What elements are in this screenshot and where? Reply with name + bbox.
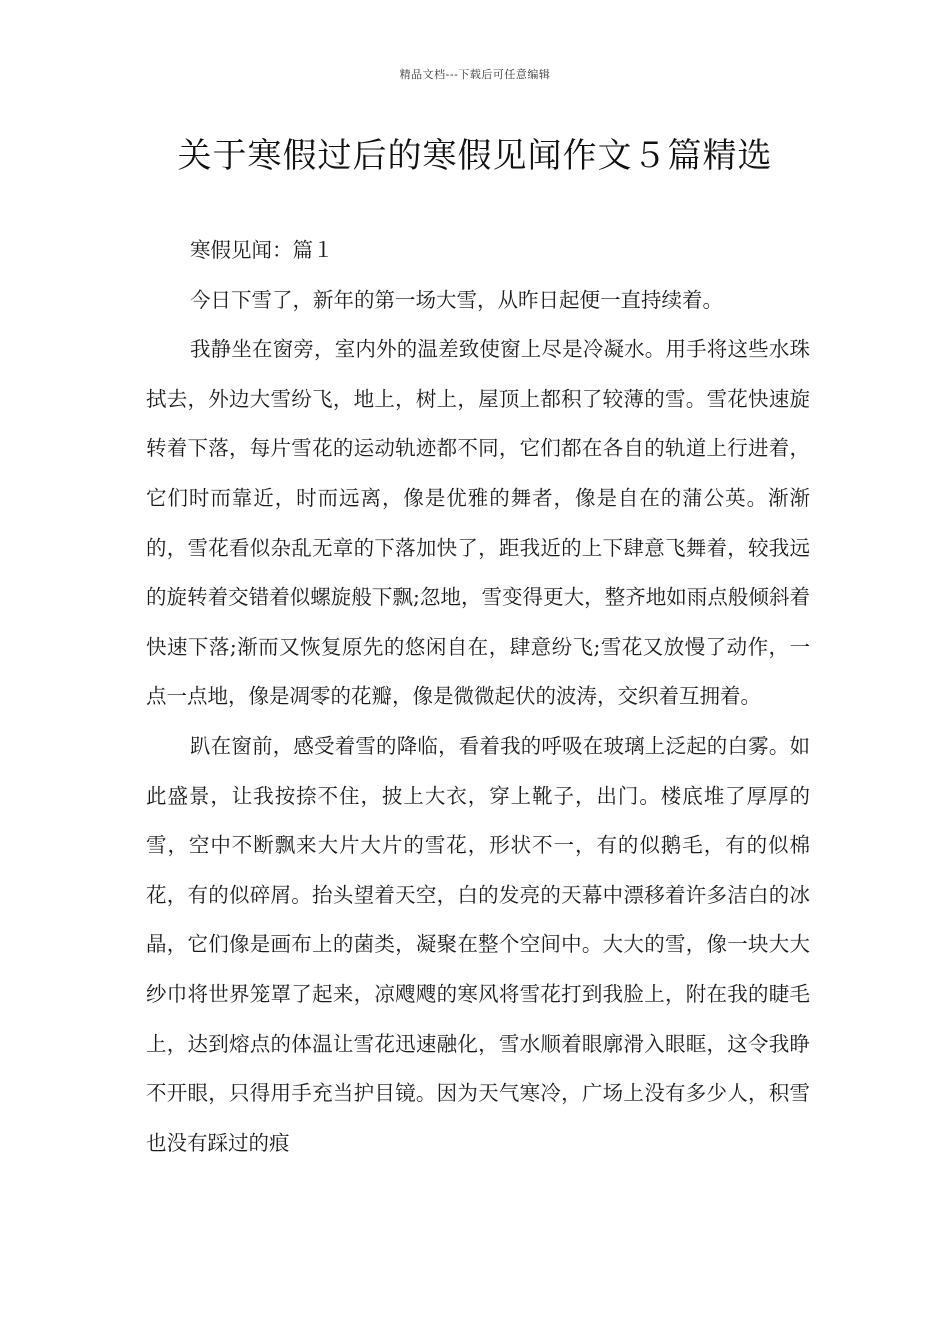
section-heading: 寒假见闻：篇１	[190, 238, 334, 262]
header-note: 精品文档---下载后可任意编辑	[399, 68, 551, 81]
body-paragraph: 趴在窗前，感受着雪的降临，看着我的呼吸在玻璃上泛起的白雾。如此盛景，让我按捺不住，披上大衣，穿上靴子，出门。楼底堆了厚厚的雪，空中不断飘来大片大片的雪花，形状不一，有的似鹅毛，有的似棉花，有的似碎屑。抬头望着天空，白的发亮的天幕中漂移着许多洁白的冰晶，它们像是画布上的菌类，凝聚在整个空间中。大大的雪，像一块大大纱巾将世界笼罩了起来，凉飕飕的寒风将雪花打到我脸上，附在我的睫毛上，达到熔点的体温让雪花迅速融化，雪水顺着眼廓滑入眼眶，这令我睁不开眼，只得用手充当护目镜。因为天气寒冷，广场上没有多少人，积雪也没有踩过的痕	[146, 733, 810, 1155]
document-body	[146, 226, 810, 1168]
document-title: 关于寒假过后的寒假见闻作文５篇精选	[177, 136, 773, 176]
body-paragraph: 我静坐在窗旁，室内外的温差致使窗上尽是冷凝水。用手将这些水珠拭去，外边大雪纷飞，地上，树上，屋顶上都积了较薄的雪。雪花快速旋转着下落，每片雪花的运动轨迹都不同，它们都在各自的轨道上行进着，它们时而靠近，时而远离，像是优雅的舞者，像是自在的蒲公英。渐渐的，雪花看似杂乱无章的下落加快了，距我近的上下肆意飞舞着，较我远的旋转着交错着似螺旋般下飘;忽地，雪变得更大，整齐地如雨点般倾斜着快速下落;渐而又恢复原先的悠闲自在，肆意纷飞;雪花又放慢了动作，一点一点地，像是凋零的花瓣，像是微微起伏的波涛，交织着互拥着。	[146, 337, 810, 709]
body-paragraph: 今日下雪了，新年的第一场大雪，从昨日起便一直持续着。	[190, 287, 723, 312]
